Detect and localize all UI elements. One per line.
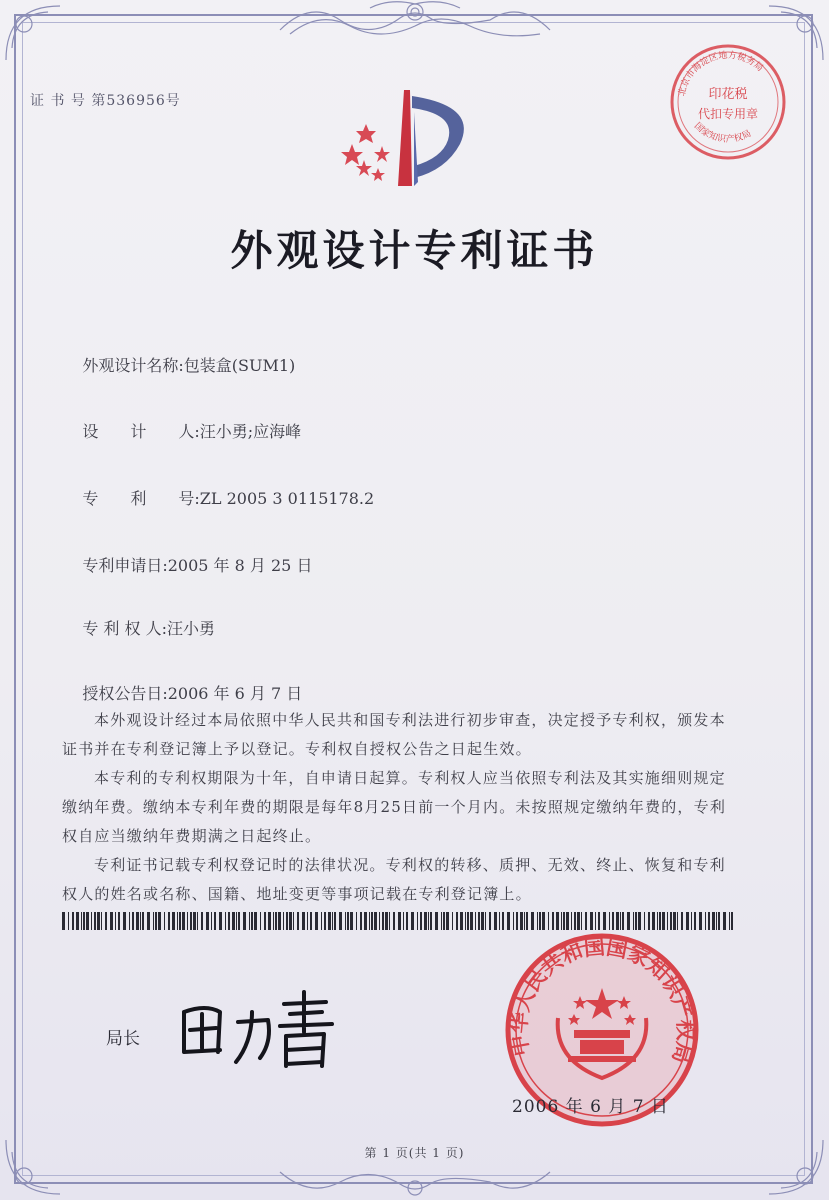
barcode-bar xyxy=(72,912,74,930)
barcode-bar xyxy=(328,912,331,930)
barcode-bar xyxy=(627,912,630,930)
barcode-bar xyxy=(153,912,154,930)
barcode-bar xyxy=(443,912,445,930)
barcode-bar xyxy=(129,912,130,930)
barcode-bar xyxy=(132,912,134,930)
barcode-bar xyxy=(140,912,141,930)
barcode-bar xyxy=(731,912,733,930)
barcode-bar xyxy=(238,912,240,930)
field-designer xyxy=(62,400,301,461)
barcode-bar xyxy=(694,912,696,930)
barcode-bar xyxy=(310,912,312,930)
barcode-bar xyxy=(302,912,305,930)
barcode-bar xyxy=(182,912,185,930)
barcode-bar xyxy=(147,912,150,930)
field-design-name xyxy=(62,334,295,395)
barcode-bar xyxy=(489,912,491,930)
director-label: 局长 xyxy=(106,1029,140,1049)
barcode-bar xyxy=(94,912,96,930)
barcode-bar xyxy=(251,912,253,930)
barcode-bar xyxy=(232,912,235,930)
barcode-bar xyxy=(334,912,336,930)
barcode-bar xyxy=(101,912,102,930)
barcode-bar xyxy=(68,912,69,930)
barcode-bar xyxy=(374,912,377,930)
barcode-bar xyxy=(249,912,250,930)
barcode-bar xyxy=(315,912,318,930)
svg-text:中华人民共和国国家知识产权局: 中华人民共和国国家知识产权局 xyxy=(505,933,699,1067)
barcode-bar xyxy=(369,912,370,930)
barcode-bar xyxy=(264,912,266,930)
field-label: 专 利 权 人: xyxy=(82,619,167,638)
barcode-bar xyxy=(456,912,458,930)
field-patentee xyxy=(62,597,215,658)
barcode-bar xyxy=(609,912,610,930)
barcode-bar xyxy=(321,912,322,930)
field-label: 专 利 号: xyxy=(82,489,200,508)
barcode-bar xyxy=(389,912,390,930)
barcode-bar xyxy=(118,912,120,930)
tax-seal-stamp-icon xyxy=(666,40,790,164)
barcode-bar xyxy=(499,912,500,930)
barcode-bar xyxy=(168,912,170,930)
barcode-bar xyxy=(566,912,569,930)
barcode-bar xyxy=(278,912,281,930)
barcode-bar xyxy=(286,912,288,930)
barcode-bar xyxy=(105,912,107,930)
barcode-bar xyxy=(347,912,349,930)
field-label: 设 计 人: xyxy=(82,422,200,441)
barcode-bar xyxy=(635,912,637,930)
field-value: 汪小勇 xyxy=(167,619,216,638)
barcode-bar xyxy=(648,912,650,930)
barcode-bar xyxy=(552,912,554,930)
barcode-bar xyxy=(516,912,518,930)
barcode-bar xyxy=(236,912,237,930)
barcode-bar xyxy=(435,912,438,930)
barcode-bar xyxy=(441,912,442,930)
barcode-bar xyxy=(548,912,549,930)
barcode-bar xyxy=(537,912,538,930)
barcode-bar xyxy=(475,912,476,930)
barcode-bar xyxy=(691,912,692,930)
barcode-bar xyxy=(158,912,161,930)
barcode-bar xyxy=(662,912,665,930)
barcode-bar xyxy=(393,912,395,930)
field-value: 2006 年 6 月 7 日 xyxy=(167,684,303,703)
barcode-bar xyxy=(62,912,65,930)
barcode-bar xyxy=(382,912,384,930)
barcode-bar xyxy=(531,912,534,930)
barcode-bar xyxy=(686,912,689,930)
barcode-bar xyxy=(430,912,432,930)
barcode-bar xyxy=(411,912,414,930)
barcode-bar xyxy=(612,912,614,930)
svg-text:北京市海淀区地方税务局: 北京市海淀区地方税务局 xyxy=(677,50,765,98)
corner-ornament-tl xyxy=(0,0,70,70)
barcode-bar xyxy=(585,912,587,930)
barcode-bar xyxy=(446,912,449,930)
barcode-bar xyxy=(633,912,634,930)
barcode-bar xyxy=(289,912,292,930)
barcode-bar xyxy=(371,912,373,930)
field-patent-number xyxy=(62,467,374,528)
body-paragraph-1: 本外观设计经过本局依照中华人民共和国专利法进行初步审查，决定授予专利权，颁发本证书并在专利登记簿上予以登记。专利权自授权公告之日起生效。 xyxy=(62,711,726,758)
svg-text:印花税: 印花税 xyxy=(708,87,748,102)
body-paragraph-2: 本专利的专利权期限为十年，自申请日起算。专利权人应当依照专利法及其实施细则规定缴纳年费。缴纳本专利年费的期限是每年8月25日前一个月内。未按照规定缴纳年费的，专利权自应当缴纳年费期满之日起终止。 xyxy=(62,769,727,845)
field-label: 专利申请日: xyxy=(82,556,168,575)
certificate-number: 证 书 号 第536956号 xyxy=(30,93,181,109)
barcode-bar xyxy=(452,912,453,930)
barcode-bar xyxy=(622,912,624,930)
barcode-bar xyxy=(136,912,139,930)
barcode-bar xyxy=(581,912,582,930)
field-value: ZL 2005 3 0115178.2 xyxy=(199,489,375,508)
barcode-bar xyxy=(460,912,463,930)
barcode-bar xyxy=(360,912,362,930)
barcode-bar xyxy=(539,912,541,930)
barcode-bar xyxy=(172,912,175,930)
barcode-bar xyxy=(681,912,683,930)
barcode-bar xyxy=(268,912,271,930)
patent-office-logo-icon xyxy=(338,86,488,196)
barcode-bar xyxy=(677,912,678,930)
field-value: 2005 年 8 月 25 日 xyxy=(167,556,313,575)
barcode-bar xyxy=(705,912,706,930)
barcode-bar xyxy=(273,912,274,930)
barcode-bar xyxy=(556,912,559,930)
barcode-bar xyxy=(345,912,346,930)
barcode-bar xyxy=(254,912,257,930)
barcode-bar xyxy=(478,912,480,930)
barcode-bar xyxy=(420,912,422,930)
barcode-bar xyxy=(667,912,668,930)
field-label: 授权公告日: xyxy=(82,684,168,703)
barcode-bar xyxy=(356,912,357,930)
barcode-bar xyxy=(110,912,113,930)
barcode-bar xyxy=(563,912,565,930)
barcode-bar xyxy=(197,912,198,930)
barcode-bar xyxy=(507,912,510,930)
barcode-bar xyxy=(275,912,277,930)
top-ornament xyxy=(270,0,560,40)
barcode-bar xyxy=(708,912,710,930)
barcode-bar xyxy=(716,912,717,930)
barcode-bar xyxy=(142,912,144,930)
barcode-bar xyxy=(417,912,418,930)
barcode-bar xyxy=(190,912,192,930)
barcode xyxy=(62,912,738,930)
barcode-bar xyxy=(228,912,230,930)
barcode-bar xyxy=(379,912,380,930)
barcode-bar xyxy=(590,912,593,930)
barcode-bar xyxy=(571,912,572,930)
barcode-bar xyxy=(155,912,157,930)
barcode-bar xyxy=(524,912,525,930)
field-label: 外观设计名称: xyxy=(82,356,184,375)
barcode-bar xyxy=(76,912,79,930)
barcode-bar xyxy=(470,912,473,930)
barcode-bar xyxy=(307,912,308,930)
barcode-bar xyxy=(526,912,528,930)
barcode-bar xyxy=(350,912,353,930)
barcode-bar xyxy=(193,912,196,930)
barcode-bar xyxy=(201,912,203,930)
barcode-bar xyxy=(699,912,702,930)
barcode-bar xyxy=(620,912,621,930)
barcode-bar xyxy=(86,912,89,930)
barcode-bar xyxy=(659,912,661,930)
barcode-bar xyxy=(561,912,562,930)
barcode-bar xyxy=(187,912,188,930)
barcode-bar xyxy=(644,912,645,930)
barcode-bar xyxy=(297,912,299,930)
barcode-bar xyxy=(243,912,246,930)
barcode-bar xyxy=(339,912,342,930)
barcode-bar xyxy=(177,912,178,930)
barcode-bar xyxy=(502,912,504,930)
barcode-bar xyxy=(364,912,367,930)
barcode-bar xyxy=(123,912,126,930)
barcode-bar xyxy=(324,912,326,930)
barcode-bar xyxy=(225,912,226,930)
barcode-bar xyxy=(424,912,427,930)
barcode-bar xyxy=(465,912,466,930)
barcode-bar xyxy=(638,912,641,930)
barcode-bar xyxy=(219,912,222,930)
barcode-bar xyxy=(542,912,545,930)
barcode-bar xyxy=(406,912,408,930)
bottom-ornament xyxy=(270,1168,560,1200)
barcode-bar xyxy=(91,912,92,930)
barcode-bar xyxy=(81,912,82,930)
barcode-bar xyxy=(467,912,469,930)
barcode-bar xyxy=(652,912,655,930)
barcode-bar xyxy=(595,912,596,930)
barcode-bar xyxy=(616,912,619,930)
barcode-bar xyxy=(657,912,658,930)
barcode-bar xyxy=(385,912,388,930)
svg-text:国家知识产权局: 国家知识产权局 xyxy=(691,121,753,145)
barcode-bar xyxy=(520,912,523,930)
corner-ornament-bl xyxy=(0,1130,70,1200)
barcode-bar xyxy=(179,912,181,930)
barcode-bar xyxy=(398,912,401,930)
barcode-bar xyxy=(670,912,672,930)
barcode-bar xyxy=(718,912,720,930)
barcode-bar xyxy=(603,912,606,930)
barcode-bar xyxy=(723,912,726,930)
body-paragraph-3: 专利证书记载专利权登记时的法律状况。专利权的转移、质押、无效、终止、恢复和专利权人的姓名或名称、国籍、地址变更等事项记载在专利登记簿上。 xyxy=(62,856,726,903)
field-application-date xyxy=(62,534,312,595)
barcode-bar xyxy=(485,912,486,930)
svg-text:代扣专用章: 代扣专用章 xyxy=(697,107,759,121)
barcode-bar xyxy=(260,912,261,930)
issue-date: 2006 年 6 月 7 日 xyxy=(512,1097,669,1117)
certificate-title: 外观设计专利证书 xyxy=(230,226,599,275)
barcode-bar xyxy=(83,912,85,930)
barcode-bar xyxy=(115,912,116,930)
barcode-bar xyxy=(481,912,484,930)
barcode-bar xyxy=(283,912,284,930)
barcode-bar xyxy=(712,912,715,930)
field-value: 包装盒(SUM1) xyxy=(183,356,296,375)
barcode-bar xyxy=(332,912,333,930)
page-number: 第 1 页(共 1 页) xyxy=(364,1146,465,1160)
barcode-bar xyxy=(206,912,209,930)
barcode-bar xyxy=(574,912,576,930)
director-signature xyxy=(176,982,346,1072)
barcode-bar xyxy=(293,912,294,930)
barcode-bar xyxy=(403,912,404,930)
barcode-bar xyxy=(214,912,216,930)
barcode-bar xyxy=(513,912,514,930)
barcode-bar xyxy=(729,912,730,930)
barcode-bar xyxy=(211,912,212,930)
barcode-bar xyxy=(164,912,165,930)
barcode-bar xyxy=(598,912,600,930)
barcode-bar xyxy=(494,912,497,930)
barcode-bar xyxy=(673,912,676,930)
barcode-bar xyxy=(97,912,100,930)
field-value: 汪小勇;应海峰 xyxy=(199,422,302,441)
barcode-bar xyxy=(428,912,429,930)
barcode-bar xyxy=(577,912,580,930)
corner-ornament-br xyxy=(759,1130,829,1200)
